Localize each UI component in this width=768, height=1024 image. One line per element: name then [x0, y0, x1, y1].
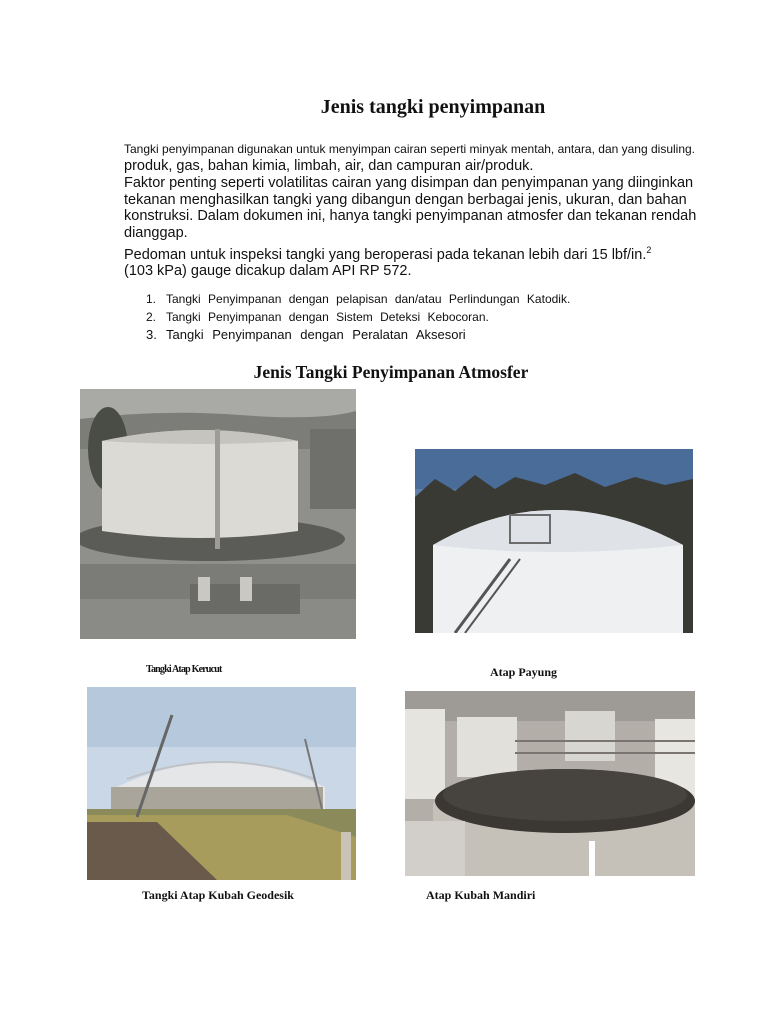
umbrella-roof-caption: Atap Payung [490, 665, 558, 679]
inspection-paragraph [124, 242, 724, 280]
inspection-line-2: (103 kPa) gauge dicakup dalam API RP 572. [124, 263, 412, 280]
list-number: 1. [146, 292, 157, 306]
list-item [146, 292, 570, 306]
list-number: 2. [146, 310, 157, 324]
list-item [146, 310, 489, 324]
list-text: Tangki Penyimpanan dengan pelapisan dan/atau Perlindungan Katodik. [166, 292, 571, 306]
geodesic-dome-tank-photo [87, 687, 356, 880]
self-supporting-dome-tank-photo [405, 691, 695, 876]
list-item [146, 327, 466, 342]
list-number: 3. [146, 327, 157, 342]
umbrella-roof-tank-photo [415, 449, 693, 633]
section-heading: Jenis Tangki Penyimpanan Atmosfer [253, 362, 529, 382]
intro-continuation: produk, gas, bahan kimia, limbah, air, dan campuran air/produk. [124, 158, 534, 174]
intro-sentence: Tangki penyimpanan digunakan untuk menyimpan cairan seperti minyak mentah, antara, dan yang disuling. [124, 142, 696, 156]
factors-paragraph: Faktor penting seperti volatilitas cairan yang disimpan dan penyimpanan yang diinginkan tekanan menghasilkan tangki yang dibangun dengan berbagai jenis, ukuran, dan bahan konstruksi. Dalam dokumen ini, hanya tangki penyimpanan atmosfer dan tekanan rendah dianggap. [124, 175, 697, 241]
geodesic-dome-caption: Tangki Atap Kubah Geodesik [142, 888, 294, 902]
list-text: Tangki Penyimpanan dengan Sistem Deteksi Kebocoran. [166, 310, 489, 324]
page-title: Jenis tangki penyimpanan [320, 96, 546, 118]
self-supporting-dome-caption: Atap Kubah Mandiri [426, 888, 536, 902]
list-text: Tangki Penyimpanan dengan Peralatan Aksesori [166, 327, 466, 342]
inspection-line-1: Pedoman untuk inspeksi tangki yang beroperasi pada tekanan lebih dari 15 lbf/in. [124, 246, 647, 263]
cone-roof-caption: Tangki Atap Kerucut [146, 664, 222, 675]
superscript: 2 [646, 245, 652, 255]
cone-roof-tank-photo [80, 389, 356, 639]
